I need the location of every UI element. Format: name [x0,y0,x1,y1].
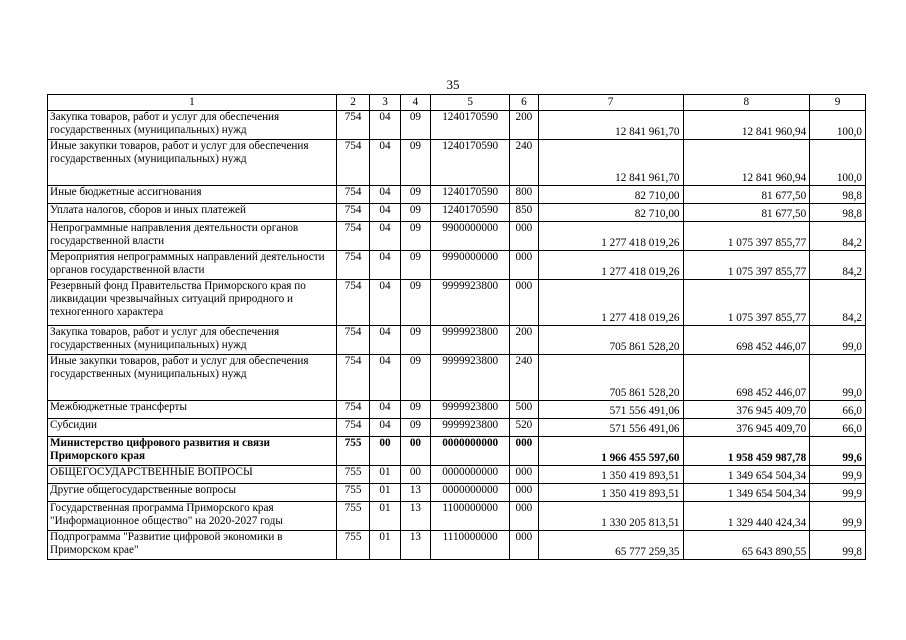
row-fact-amount: 1 329 440 424,34 [683,502,810,531]
row-target-article: 9990000000 [431,251,510,280]
row-fact-amount: 698 452 446,07 [683,355,810,401]
row-percent: 66,0 [810,419,866,437]
row-expense-type: 000 [510,466,538,484]
row-fact-amount: 81 677,50 [683,204,810,222]
table-row [48,401,866,419]
row-name: Резервный фонд Правительства Приморского края по ликвидации чрезвычайных ситуаций природного и техногенного характера [48,280,337,326]
row-name: Субсидии [48,419,337,437]
row-percent: 99,8 [810,531,866,560]
row-section: 00 [370,437,400,466]
row-grbs: 754 [336,204,369,222]
column-header: 5 [431,95,510,111]
row-section: 04 [370,355,400,401]
row-expense-type: 240 [510,355,538,401]
column-header: 1 [48,95,337,111]
row-percent: 100,0 [810,140,866,186]
row-target-article: 0000000000 [431,484,510,502]
row-expense-type: 000 [510,484,538,502]
table-row [48,437,866,466]
row-name: Иные бюджетные ассигнования [48,186,337,204]
row-percent: 66,0 [810,401,866,419]
row-target-article: 1110000000 [431,531,510,560]
row-target-article: 9999923800 [431,401,510,419]
row-fact-amount: 81 677,50 [683,186,810,204]
row-expense-type: 000 [510,531,538,560]
column-header: 2 [336,95,369,111]
table-row [48,111,866,140]
row-plan-amount: 12 841 961,70 [538,111,683,140]
row-name: Непрограммные направления деятельности органов государственной власти [48,222,337,251]
row-subsection: 09 [400,401,430,419]
row-percent: 99,9 [810,484,866,502]
table-row [48,466,866,484]
row-plan-amount: 65 777 259,35 [538,531,683,560]
row-fact-amount: 65 643 890,55 [683,531,810,560]
table-header-row [48,95,866,111]
row-fact-amount: 1 349 654 504,34 [683,466,810,484]
row-expense-type: 000 [510,251,538,280]
row-plan-amount: 571 556 491,06 [538,419,683,437]
row-expense-type: 000 [510,280,538,326]
column-header: 7 [538,95,683,111]
row-plan-amount: 1 350 419 893,51 [538,484,683,502]
row-grbs: 754 [336,111,369,140]
row-expense-type: 200 [510,326,538,355]
row-grbs: 754 [336,401,369,419]
row-expense-type: 240 [510,140,538,186]
row-subsection: 09 [400,186,430,204]
row-name: Другие общегосударственные вопросы [48,484,337,502]
row-name: Государственная программа Приморского края "Информационное общество" на 2020-2027 годы [48,502,337,531]
table-row [48,484,866,502]
row-name: Министерство цифрового развития и связи Приморского края [48,437,337,466]
row-plan-amount: 705 861 528,20 [538,355,683,401]
row-name: Закупка товаров, работ и услуг для обеспечения государственных (муниципальных) нужд [48,326,337,355]
row-section: 04 [370,222,400,251]
table-row [48,502,866,531]
row-name: Межбюджетные трансферты [48,401,337,419]
row-section: 01 [370,531,400,560]
table-row [48,355,866,401]
row-plan-amount: 82 710,00 [538,204,683,222]
row-target-article: 9900000000 [431,222,510,251]
row-percent: 98,8 [810,204,866,222]
row-section: 04 [370,326,400,355]
row-plan-amount: 1 277 418 019,26 [538,280,683,326]
row-target-article: 1100000000 [431,502,510,531]
row-expense-type: 520 [510,419,538,437]
row-fact-amount: 376 945 409,70 [683,419,810,437]
row-grbs: 754 [336,326,369,355]
row-name: Иные закупки товаров, работ и услуг для обеспечения государственных (муниципальных) нужд [48,355,337,401]
row-subsection: 09 [400,419,430,437]
row-section: 04 [370,186,400,204]
row-subsection: 13 [400,484,430,502]
row-grbs: 754 [336,419,369,437]
row-plan-amount: 1 277 418 019,26 [538,222,683,251]
row-grbs: 755 [336,484,369,502]
row-plan-amount: 1 966 455 597,60 [538,437,683,466]
table-row [48,326,866,355]
row-name: Мероприятия непрограммных направлений деятельности органов государственной власти [48,251,337,280]
row-target-article: 0000000000 [431,466,510,484]
row-section: 04 [370,140,400,186]
row-target-article: 9999923800 [431,355,510,401]
row-section: 01 [370,502,400,531]
row-grbs: 755 [336,531,369,560]
column-header: 8 [683,95,810,111]
row-subsection: 13 [400,502,430,531]
row-section: 04 [370,251,400,280]
row-subsection: 00 [400,466,430,484]
row-section: 04 [370,280,400,326]
row-subsection: 09 [400,222,430,251]
row-expense-type: 000 [510,502,538,531]
row-grbs: 754 [336,280,369,326]
row-grbs: 754 [336,222,369,251]
row-grbs: 754 [336,140,369,186]
row-expense-type: 200 [510,111,538,140]
table-row [48,280,866,326]
row-plan-amount: 82 710,00 [538,186,683,204]
row-fact-amount: 1 075 397 855,77 [683,222,810,251]
row-expense-type: 000 [510,437,538,466]
row-plan-amount: 571 556 491,06 [538,401,683,419]
table-row [48,140,866,186]
row-grbs: 754 [336,186,369,204]
row-target-article: 1240170590 [431,111,510,140]
row-percent: 99,9 [810,502,866,531]
row-percent: 84,2 [810,280,866,326]
row-section: 04 [370,401,400,419]
row-expense-type: 000 [510,222,538,251]
row-target-article: 9999923800 [431,280,510,326]
row-percent: 98,8 [810,186,866,204]
row-subsection: 09 [400,204,430,222]
row-fact-amount: 1 075 397 855,77 [683,280,810,326]
row-fact-amount: 1 075 397 855,77 [683,251,810,280]
row-name: Подпрограмма "Развитие цифровой экономики в Приморском крае" [48,531,337,560]
row-percent: 99,0 [810,326,866,355]
row-subsection: 09 [400,326,430,355]
row-grbs: 755 [336,502,369,531]
row-grbs: 754 [336,251,369,280]
row-target-article: 0000000000 [431,437,510,466]
row-subsection: 09 [400,280,430,326]
row-fact-amount: 698 452 446,07 [683,326,810,355]
table-row [48,531,866,560]
row-fact-amount: 1 349 654 504,34 [683,484,810,502]
row-plan-amount: 705 861 528,20 [538,326,683,355]
row-percent: 84,2 [810,222,866,251]
row-grbs: 755 [336,437,369,466]
column-header: 9 [810,95,866,111]
row-subsection: 09 [400,140,430,186]
row-target-article: 9999923800 [431,419,510,437]
column-header: 3 [370,95,400,111]
row-section: 01 [370,466,400,484]
row-fact-amount: 12 841 960,94 [683,140,810,186]
row-percent: 99,9 [810,466,866,484]
row-name: ОБЩЕГОСУДАРСТВЕННЫЕ ВОПРОСЫ [48,466,337,484]
row-plan-amount: 1 277 418 019,26 [538,251,683,280]
table-row [48,419,866,437]
row-grbs: 755 [336,466,369,484]
row-subsection: 13 [400,531,430,560]
row-expense-type: 800 [510,186,538,204]
row-plan-amount: 12 841 961,70 [538,140,683,186]
row-name: Уплата налогов, сборов и иных платежей [48,204,337,222]
row-target-article: 1240170590 [431,186,510,204]
row-percent: 100,0 [810,111,866,140]
column-header: 6 [510,95,538,111]
row-percent: 84,2 [810,251,866,280]
row-expense-type: 500 [510,401,538,419]
row-subsection: 09 [400,111,430,140]
row-plan-amount: 1 330 205 813,51 [538,502,683,531]
table-row [48,204,866,222]
column-header: 4 [400,95,430,111]
table-row [48,222,866,251]
table-row [48,251,866,280]
row-plan-amount: 1 350 419 893,51 [538,466,683,484]
row-percent: 99,6 [810,437,866,466]
row-fact-amount: 1 958 459 987,78 [683,437,810,466]
row-subsection: 09 [400,355,430,401]
page-number: 35 [446,77,460,92]
row-name: Закупка товаров, работ и услуг для обеспечения государственных (муниципальных) нужд [48,111,337,140]
row-target-article: 1240170590 [431,140,510,186]
row-section: 04 [370,111,400,140]
table-row [48,186,866,204]
row-name: Иные закупки товаров, работ и услуг для обеспечения государственных (муниципальных) нужд [48,140,337,186]
row-grbs: 754 [336,355,369,401]
row-fact-amount: 376 945 409,70 [683,401,810,419]
row-section: 04 [370,419,400,437]
row-target-article: 9999923800 [431,326,510,355]
row-percent: 99,0 [810,355,866,401]
row-section: 01 [370,484,400,502]
row-subsection: 00 [400,437,430,466]
row-subsection: 09 [400,251,430,280]
row-expense-type: 850 [510,204,538,222]
budget-table [47,94,866,560]
row-section: 04 [370,204,400,222]
row-target-article: 1240170590 [431,204,510,222]
row-fact-amount: 12 841 960,94 [683,111,810,140]
